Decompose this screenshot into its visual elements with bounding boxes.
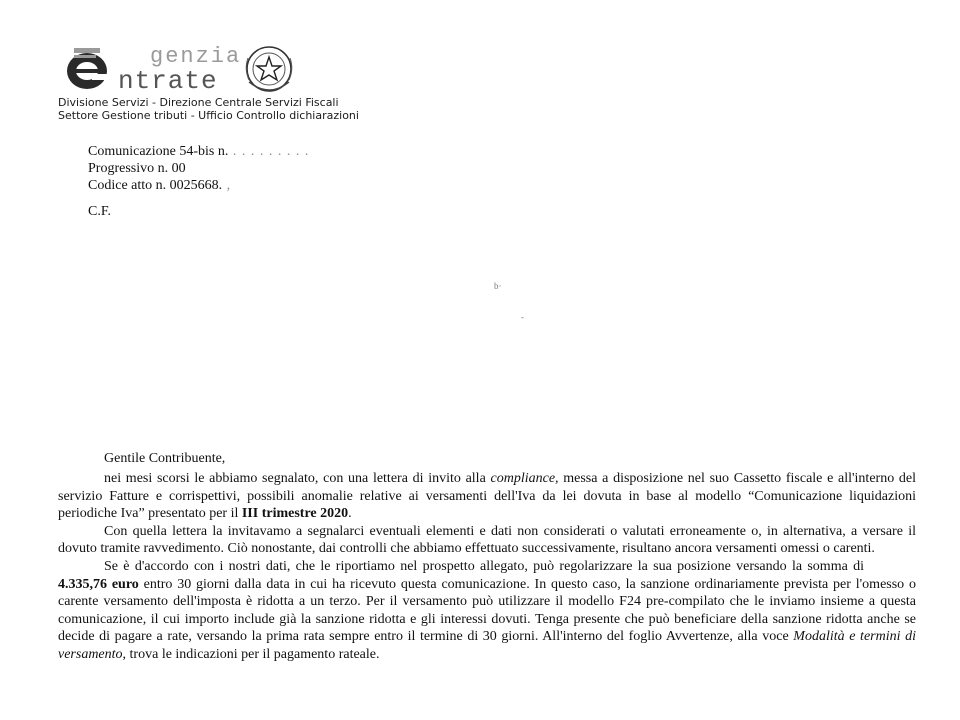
paragraph: nei mesi scorsi le abbiamo segnalato, con una lettera di invito alla compliance, messa a disposizione nel suo Cassetto fiscale e all'interno del servizio Fatture e corrispettivi, possibili anomalie relative ai versamenti dell'Iva da lei dovuta in base al modello “Comunicazione liquidazioni periodiche Iva” presentato per il III trimestre 2020. xyxy=(58,471,916,522)
scan-artifact: b· xyxy=(494,281,502,291)
department-line: Divisione Servizi - Direzione Centrale Servizi Fiscali xyxy=(58,96,339,109)
paragraph: Con quella lettera la invitavamo a segnalarci eventuali elementi e dati non considerati o valutati erroneamente o, in alternativa, a versare il dovuto tramite ravvedimento. Ciò nonostante, dai controlli che abbiamo effettuato successivamente, risultano ancora versamenti omessi o carenti. xyxy=(58,523,916,557)
scan-artifact: - xyxy=(521,312,524,322)
amount-due: 4.335,76 euro xyxy=(58,576,139,592)
codice-fiscale-label: C.F. xyxy=(88,204,112,219)
redacted-mark: . . . . . . . . . xyxy=(228,144,310,159)
redacted-mark: , xyxy=(222,178,232,193)
reference-block xyxy=(88,143,309,194)
logo-text-top: genzia xyxy=(150,44,242,69)
greeting: Gentile Contribuente, xyxy=(104,451,226,466)
logo-e-icon xyxy=(64,46,110,92)
letter-body xyxy=(58,470,916,664)
department-lines xyxy=(58,96,359,122)
italian-emblem-icon xyxy=(240,42,298,96)
agency-logo xyxy=(58,38,378,124)
codice-atto: Codice atto n. 0025668. , xyxy=(88,178,232,193)
comunicazione-number: Comunicazione 54-bis n. . . . . . . . . . xyxy=(88,144,310,159)
logo-text-bottom: ntrate xyxy=(118,66,218,96)
progressivo-number: Progressivo n. 00 xyxy=(88,161,186,176)
paragraph: Se è d'accordo con i nostri dati, che le riportiamo nel prospetto allegato, può regolarizzare la sua posizione versando la somma di4.335,76 euro entro 30 giorni dalla data in cui ha ricevuto questa comunicazione. In questo caso, la sanzione ordinariamente prevista per l'omesso o carente versamento dell'imposta è ridotta a un terzo. Per il versamento può utilizzare il modello F24 pre-compilato che le inviamo insieme a questa comunicazione, il cui importo include già la sanzione ridotta e gli interessi dovuti. Tenga presente che può beneficiare della sanzione ridotta anche se decide di pagare a rate, versando la prima rata sempre entro il termine di 30 giorni. All'interno del foglio Avvertenze, alla voce Modalità e termini di versamento, trova le indicazioni per il pagamento rateale. xyxy=(58,558,917,662)
department-line: Settore Gestione tributi - Ufficio Controllo dichiarazioni xyxy=(58,109,359,122)
